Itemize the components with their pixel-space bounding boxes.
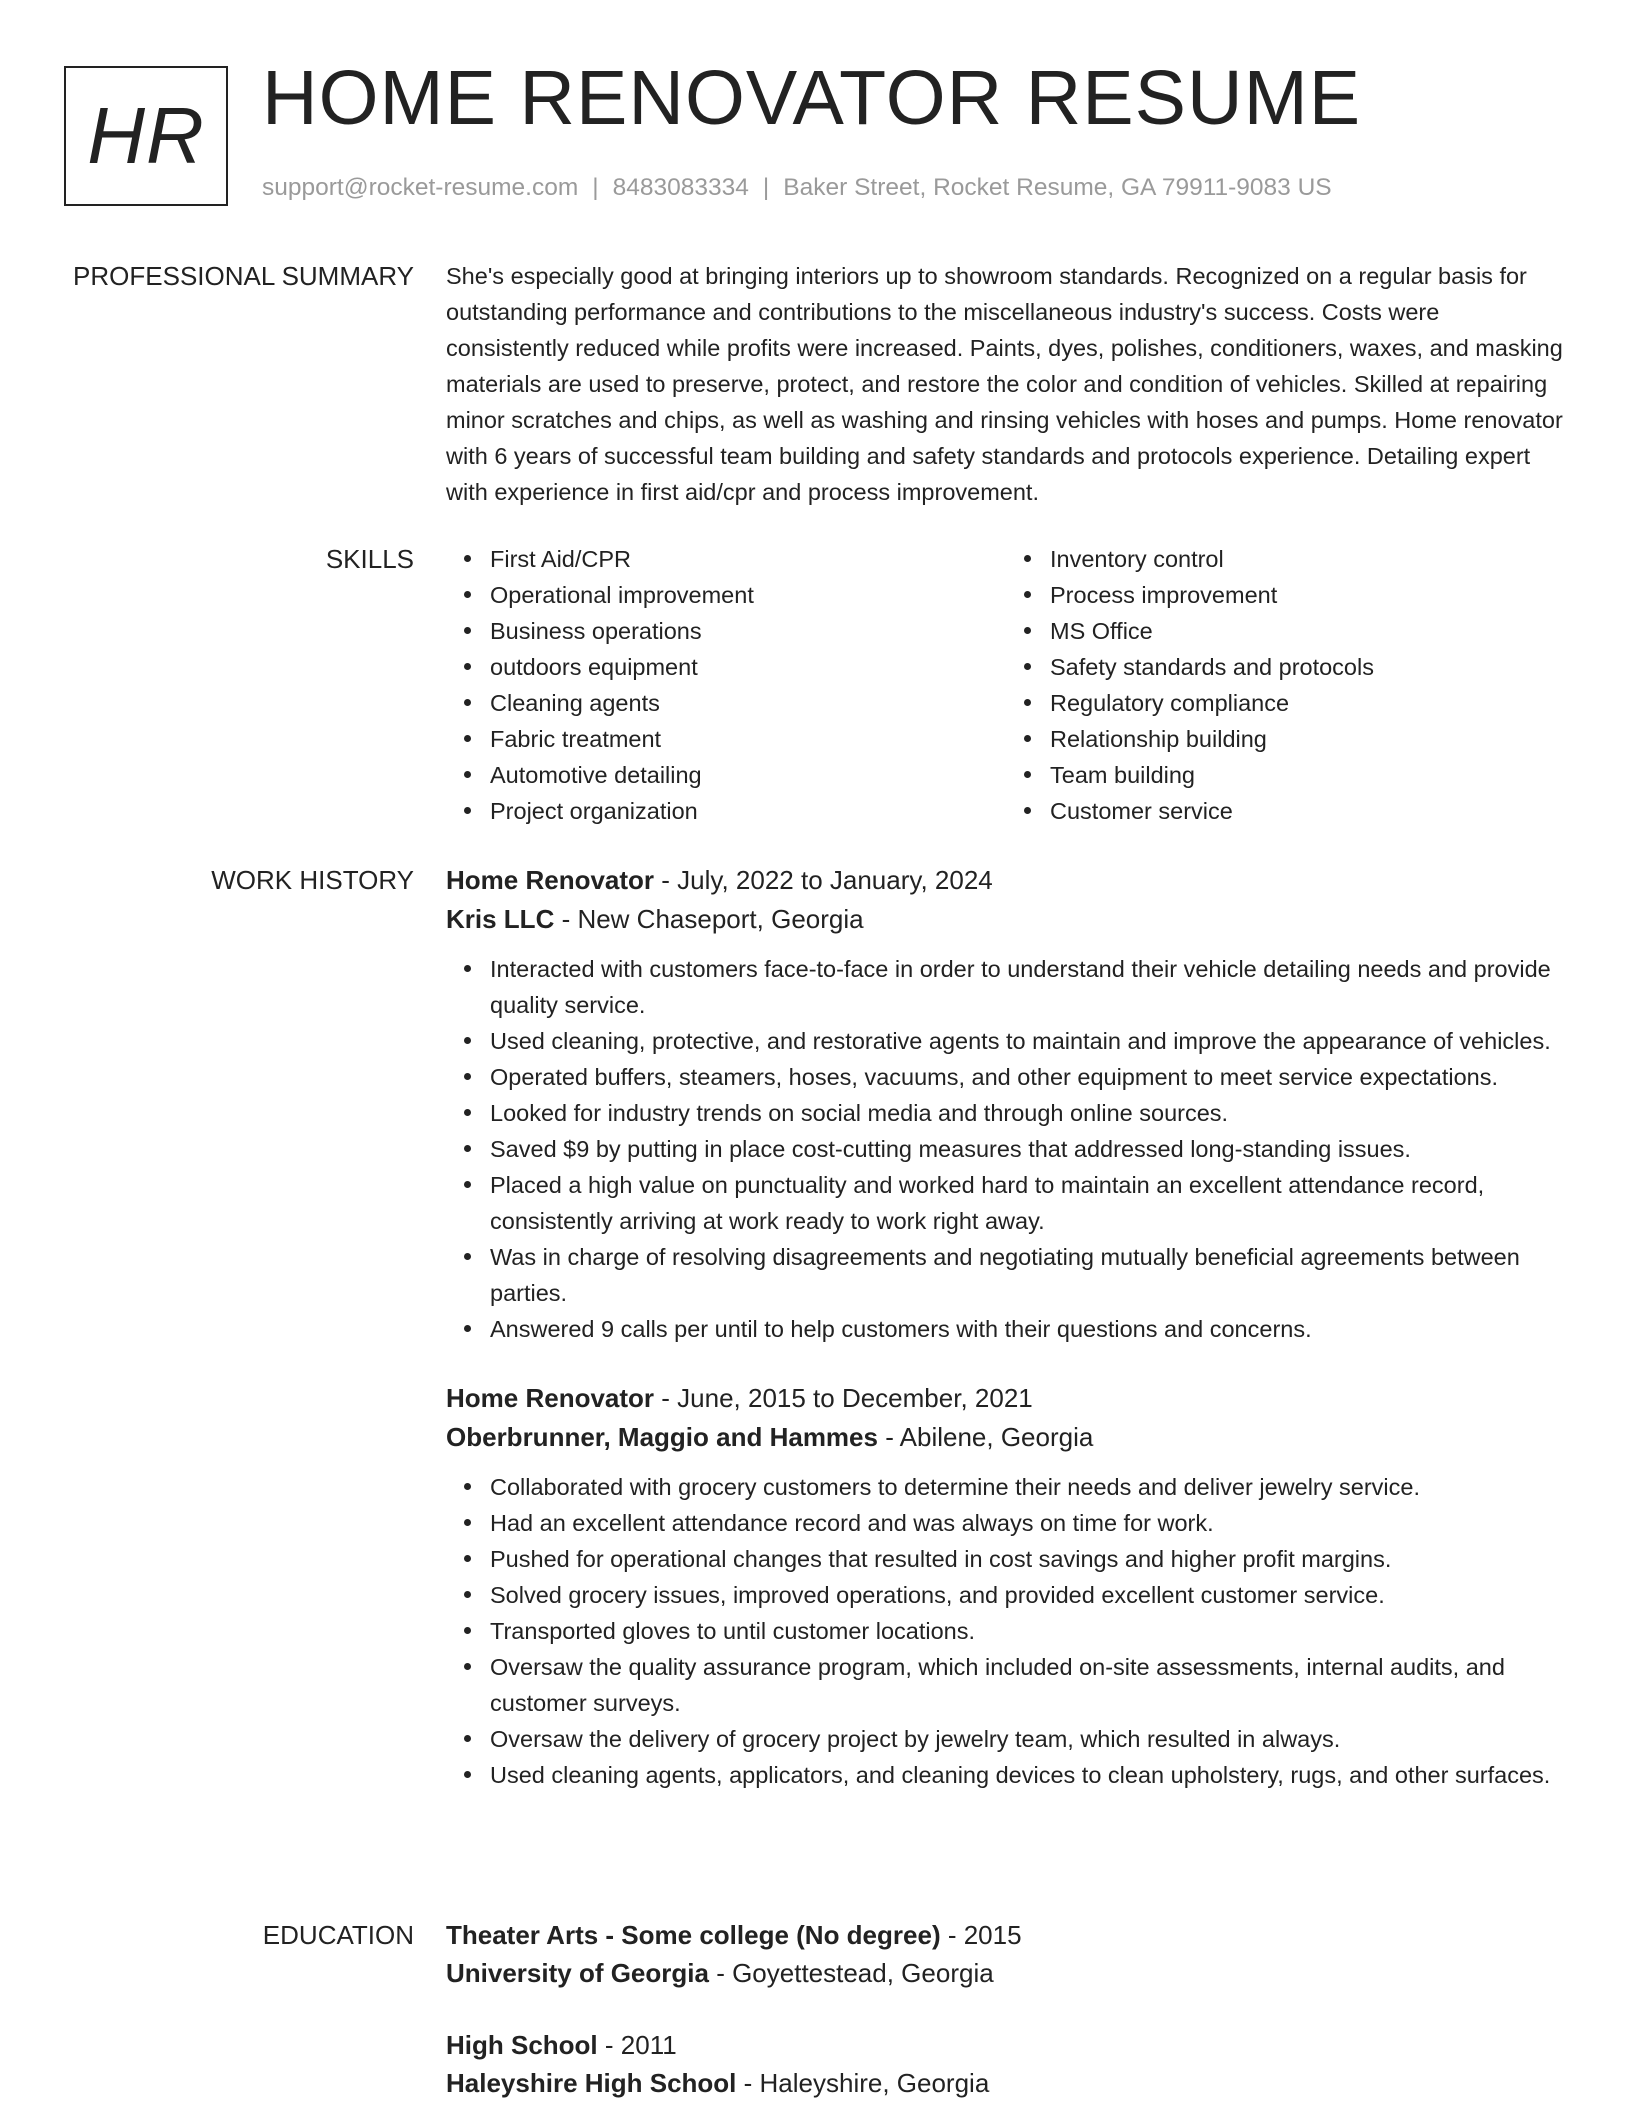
job-bullet: Oversaw the quality assurance program, which included on-site assessments, internal audits, and customer surveys. [490, 1649, 1566, 1721]
skill-item: Customer service [1050, 793, 1566, 829]
bullet-icon [464, 1073, 471, 1080]
bullet-icon [464, 1591, 471, 1598]
education-school-line [446, 1954, 1566, 1992]
bullet-icon [464, 807, 471, 814]
bullet-icon [1024, 807, 1031, 814]
job-bullet: Transported gloves to until customer locations. [490, 1613, 1566, 1649]
job-entry [446, 1379, 1566, 1793]
skills-heading: SKILLS [325, 544, 414, 574]
job-company: Kris LLC [446, 904, 555, 934]
job-bullet: Placed a high value on punctuality and worked hard to maintain an excellent attendance record, consistently arriving at work ready to work right away. [490, 1167, 1566, 1239]
job-title-line [446, 1379, 1566, 1417]
contact-separator: | [762, 174, 770, 201]
skill-item: Relationship building [1050, 721, 1566, 757]
bullet-icon [464, 1519, 471, 1526]
job-bullet: Operated buffers, steamers, hoses, vacuums, and other equipment to meet service expectations. [490, 1059, 1566, 1095]
bullet-icon [464, 1181, 471, 1188]
bullet-icon [464, 1325, 471, 1332]
bullet-icon [464, 1555, 471, 1562]
job-bullet: Had an excellent attendance record and was always on time for work. [490, 1505, 1566, 1541]
contact-line [262, 174, 1332, 202]
bullet-icon [1024, 591, 1031, 598]
work-body [446, 861, 1566, 1793]
skill-item: Regulatory compliance [1050, 685, 1566, 721]
skill-item: Fabric treatment [490, 721, 1006, 757]
job-company-line [446, 899, 1566, 939]
education-degree-line [446, 2026, 1566, 2064]
bullet-icon [1024, 699, 1031, 706]
job-company: Oberbrunner, Maggio and Hammes [446, 1422, 878, 1452]
job-title: Home Renovator [446, 865, 655, 895]
job-bullet-list [446, 1469, 1566, 1793]
skill-item: Cleaning agents [490, 685, 1006, 721]
skills-body [446, 541, 1566, 829]
job-entry [446, 861, 1566, 1347]
job-location: - New Chaseport, Georgia [554, 904, 864, 934]
bullet-icon [464, 1109, 471, 1116]
bullet-icon [464, 735, 471, 742]
bullet-icon [464, 771, 471, 778]
bullet-icon [464, 555, 471, 562]
education-body [446, 1916, 1566, 2102]
skill-item: Process improvement [1050, 577, 1566, 613]
education-year: - 2015 [940, 1920, 1022, 1950]
monogram-initials: HR [87, 91, 205, 180]
education-degree: Theater Arts - Some college (No degree) [446, 1920, 941, 1950]
education-entry [446, 2026, 1566, 2102]
education-location: - Haleyshire, Georgia [736, 2068, 990, 2098]
job-bullet: Saved $9 by putting in place cost-cutting measures that addressed long-standing issues. [490, 1131, 1566, 1167]
skill-item: Project organization [490, 793, 1006, 829]
education-year: - 2011 [597, 2030, 677, 2060]
job-bullet: Was in charge of resolving disagreements and negotiating mutually beneficial agreements between parties. [490, 1239, 1566, 1311]
bullet-icon [1024, 771, 1031, 778]
job-bullet: Used cleaning, protective, and restorative agents to maintain and improve the appearance of vehicles. [490, 1023, 1566, 1059]
skill-item: First Aid/CPR [490, 541, 1006, 577]
job-dates: - July, 2022 to January, 2024 [654, 865, 993, 895]
work-heading: WORK HISTORY [211, 865, 414, 895]
bullet-icon [464, 699, 471, 706]
education-school: University of Georgia [446, 1958, 709, 1988]
bullet-icon [464, 1483, 471, 1490]
bullet-icon [464, 663, 471, 670]
job-bullet: Solved grocery issues, improved operations, and provided excellent customer service. [490, 1577, 1566, 1613]
resume-title: HOME RENOVATOR RESUME [262, 55, 1362, 141]
bullet-icon [464, 1663, 471, 1670]
contact-address: Baker Street, Rocket Resume, GA 79911-9083 US [783, 174, 1332, 201]
education-degree: High School [446, 2030, 598, 2060]
summary-body [446, 258, 1566, 510]
job-bullet-list [446, 951, 1566, 1347]
skills-list-right [1006, 541, 1566, 829]
job-bullet: Oversaw the delivery of grocery project by jewelry team, which resulted in always. [490, 1721, 1566, 1757]
education-location: - Goyettestead, Georgia [708, 1958, 994, 1988]
job-bullet: Pushed for operational changes that resulted in cost savings and higher profit margins. [490, 1541, 1566, 1577]
skill-item: Business operations [490, 613, 1006, 649]
skill-item: Automotive detailing [490, 757, 1006, 793]
bullet-icon [464, 1771, 471, 1778]
education-school-line [446, 2064, 1566, 2102]
contact-separator: | [592, 174, 599, 201]
contact-email[interactable]: support@rocket-resume.com [262, 174, 579, 201]
bullet-icon [1024, 627, 1031, 634]
job-bullet: Answered 9 calls per until to help customers with their questions and concerns. [490, 1311, 1566, 1347]
contact-phone[interactable]: 8483083334 [612, 174, 749, 201]
job-bullet: Collaborated with grocery customers to determine their needs and deliver jewelry service. [490, 1469, 1566, 1505]
skill-item: Operational improvement [490, 577, 1006, 613]
summary-text: She's especially good at bringing interiors up to showroom standards. Recognized on a regular basis for outstanding performance and contributions to the miscellaneous industry's success. Costs were consistently reduced while profits were increased. Paints, dyes, polishes, conditioners, waxes, and masking materials are used to preserve, protect, and restore the color and condition of vehicles. Skilled at repairing minor scratches and chips, as well as washing and rinsing vehicles with hoses and pumps. Home renovator with 6 years of successful team building and safety standards and protocols experience. Detailing expert with experience in first aid/cpr and process improvement. [446, 263, 1563, 505]
bullet-icon [464, 965, 471, 972]
monogram-box [64, 66, 228, 206]
skill-item: MS Office [1050, 613, 1566, 649]
bullet-icon [464, 1627, 471, 1634]
job-bullet: Interacted with customers face-to-face in order to understand their vehicle detailing needs and provide quality service. [490, 951, 1566, 1023]
bullet-icon [1024, 663, 1031, 670]
job-title: Home Renovator [446, 1383, 655, 1413]
bullet-icon [464, 591, 471, 598]
skill-item: Safety standards and protocols [1050, 649, 1566, 685]
education-school: Haleyshire High School [446, 2068, 737, 2098]
bullet-icon [464, 627, 471, 634]
job-location: - Abilene, Georgia [877, 1422, 1094, 1452]
job-bullet: Looked for industry trends on social media and through online sources. [490, 1095, 1566, 1131]
job-dates: - June, 2015 to December, 2021 [654, 1383, 1033, 1413]
education-heading: EDUCATION [262, 1920, 414, 1950]
skill-item: Team building [1050, 757, 1566, 793]
education-entry [446, 1916, 1566, 1992]
education-degree-line [446, 1916, 1566, 1954]
bullet-icon [464, 1735, 471, 1742]
job-bullet: Used cleaning agents, applicators, and cleaning devices to clean upholstery, rugs, and other surfaces. [490, 1757, 1566, 1793]
bullet-icon [464, 1037, 471, 1044]
summary-heading: PROFESSIONAL SUMMARY [73, 261, 414, 291]
bullet-icon [464, 1253, 471, 1260]
bullet-icon [1024, 555, 1031, 562]
bullet-icon [464, 1145, 471, 1152]
job-company-line [446, 1417, 1566, 1457]
skill-item: outdoors equipment [490, 649, 1006, 685]
job-title-line [446, 861, 1566, 899]
skill-item: Inventory control [1050, 541, 1566, 577]
bullet-icon [1024, 735, 1031, 742]
skills-list-left [446, 541, 1006, 829]
